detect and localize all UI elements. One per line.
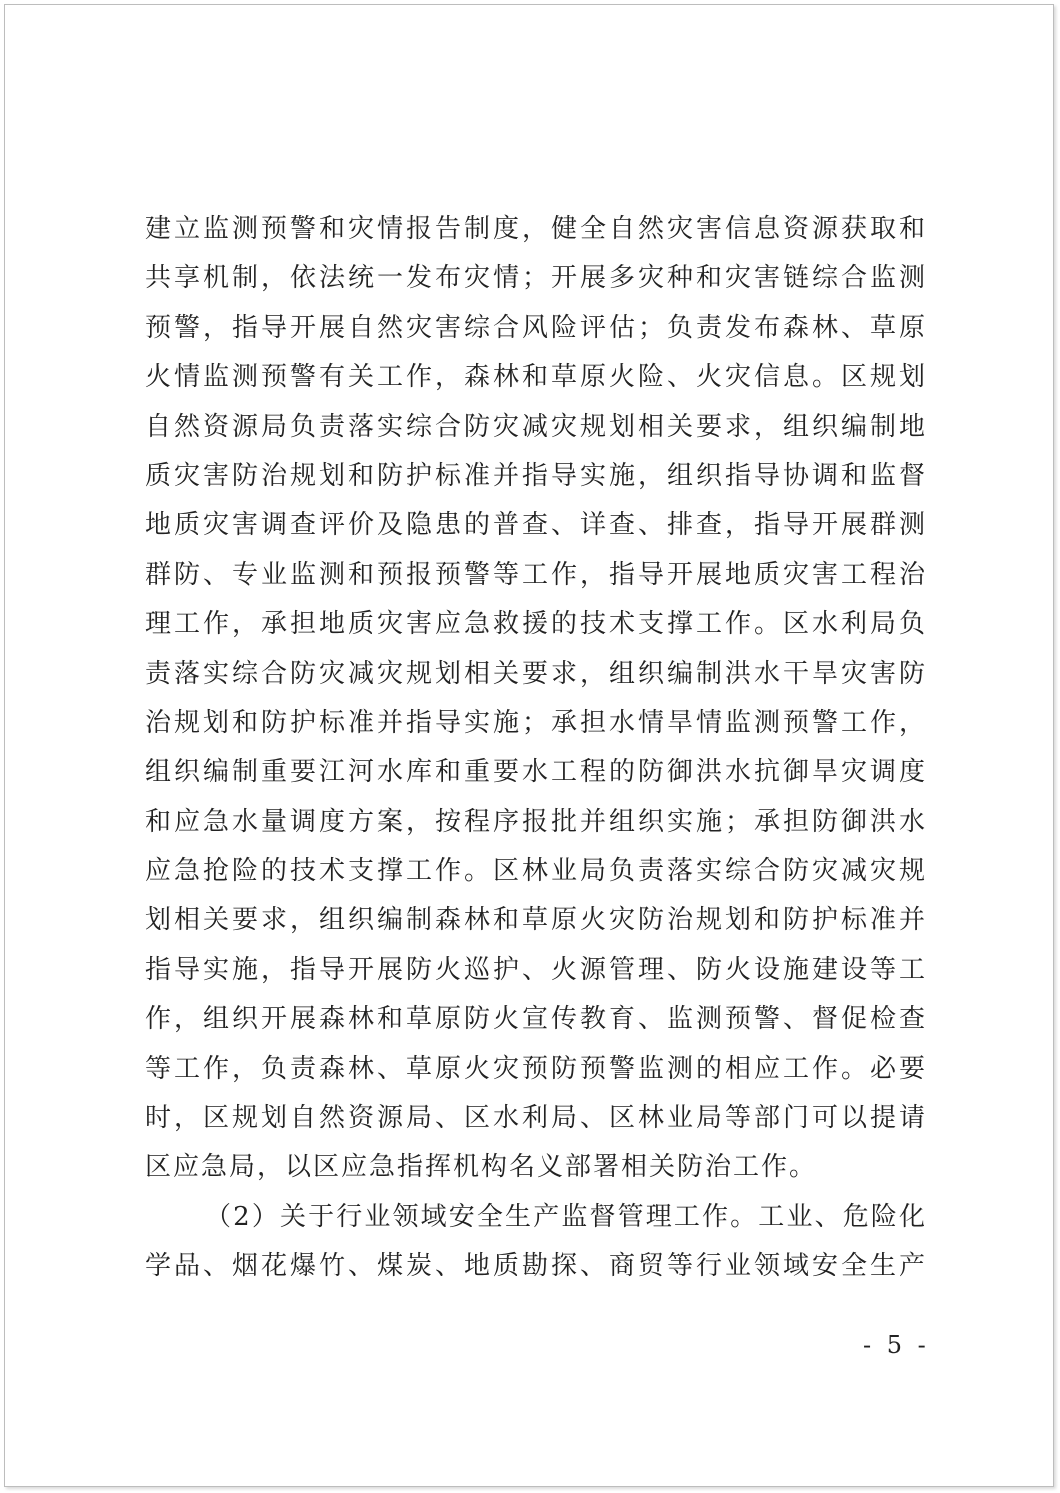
paragraph-end-line: 区应急局，以区应急指挥机构名义部署相关防治工作。	[145, 1152, 818, 1183]
text-line: 组织编制重要江河水库和重要水工程的防御洪水抗御旱灾调度	[145, 757, 925, 788]
text-line: 责落实综合防灾减灾规划相关要求，组织编制洪水干旱灾害防	[145, 658, 925, 689]
text-line: 质灾害防治规划和防护标准并指导实施，组织指导协调和监督	[145, 460, 925, 491]
text-line: 作，组织开展森林和草原防火宣传教育、监测预警、督促检查	[145, 1004, 925, 1035]
page-number: - 5 -	[863, 1331, 930, 1359]
text-line: 地质灾害调查评价及隐患的普查、详查、排查，指导开展群测	[145, 510, 925, 541]
body-text	[145, 205, 925, 1292]
page	[4, 4, 1054, 1487]
paragraph-start-line: （2）关于行业领域安全生产监督管理工作。工业、危险化	[205, 1201, 925, 1232]
text-line: 和应急水量调度方案，按程序报批并组织实施；承担防御洪水	[145, 806, 925, 837]
text-line: 火情监测预警有关工作，森林和草原火险、火灾信息。区规划	[145, 362, 925, 393]
text-line: 群防、专业监测和预报预警等工作，指导开展地质灾害工程治	[145, 559, 925, 590]
text-line: 治规划和防护标准并指导实施；承担水情旱情监测预警工作，	[145, 707, 925, 738]
text-line: 指导实施，指导开展防火巡护、火源管理、防火设施建设等工	[145, 954, 925, 985]
text-line: 时，区规划自然资源局、区水利局、区林业局等部门可以提请	[145, 1103, 925, 1134]
text-line: 预警，指导开展自然灾害综合风险评估；负责发布森林、草原	[145, 312, 925, 343]
text-line: 学品、烟花爆竹、煤炭、地质勘探、商贸等行业领域安全生产	[145, 1251, 925, 1282]
text-line: 理工作，承担地质灾害应急救援的技术支撑工作。区水利局负	[145, 609, 925, 640]
text-line: 划相关要求，组织编制森林和草原火灾防治规划和防护标准并	[145, 905, 925, 936]
text-line: 应急抢险的技术支撑工作。区林业局负责落实综合防灾减灾规	[145, 856, 925, 887]
text-line: 共享机制，依法统一发布灾情；开展多灾种和灾害链综合监测	[145, 263, 925, 294]
text-line: 等工作，负责森林、草原火灾预防预警监测的相应工作。必要	[145, 1053, 925, 1084]
text-line: 建立监测预警和灾情报告制度，健全自然灾害信息资源获取和	[145, 214, 925, 244]
text-line: 自然资源局负责落实综合防灾减灾规划相关要求，组织编制地	[145, 411, 925, 442]
